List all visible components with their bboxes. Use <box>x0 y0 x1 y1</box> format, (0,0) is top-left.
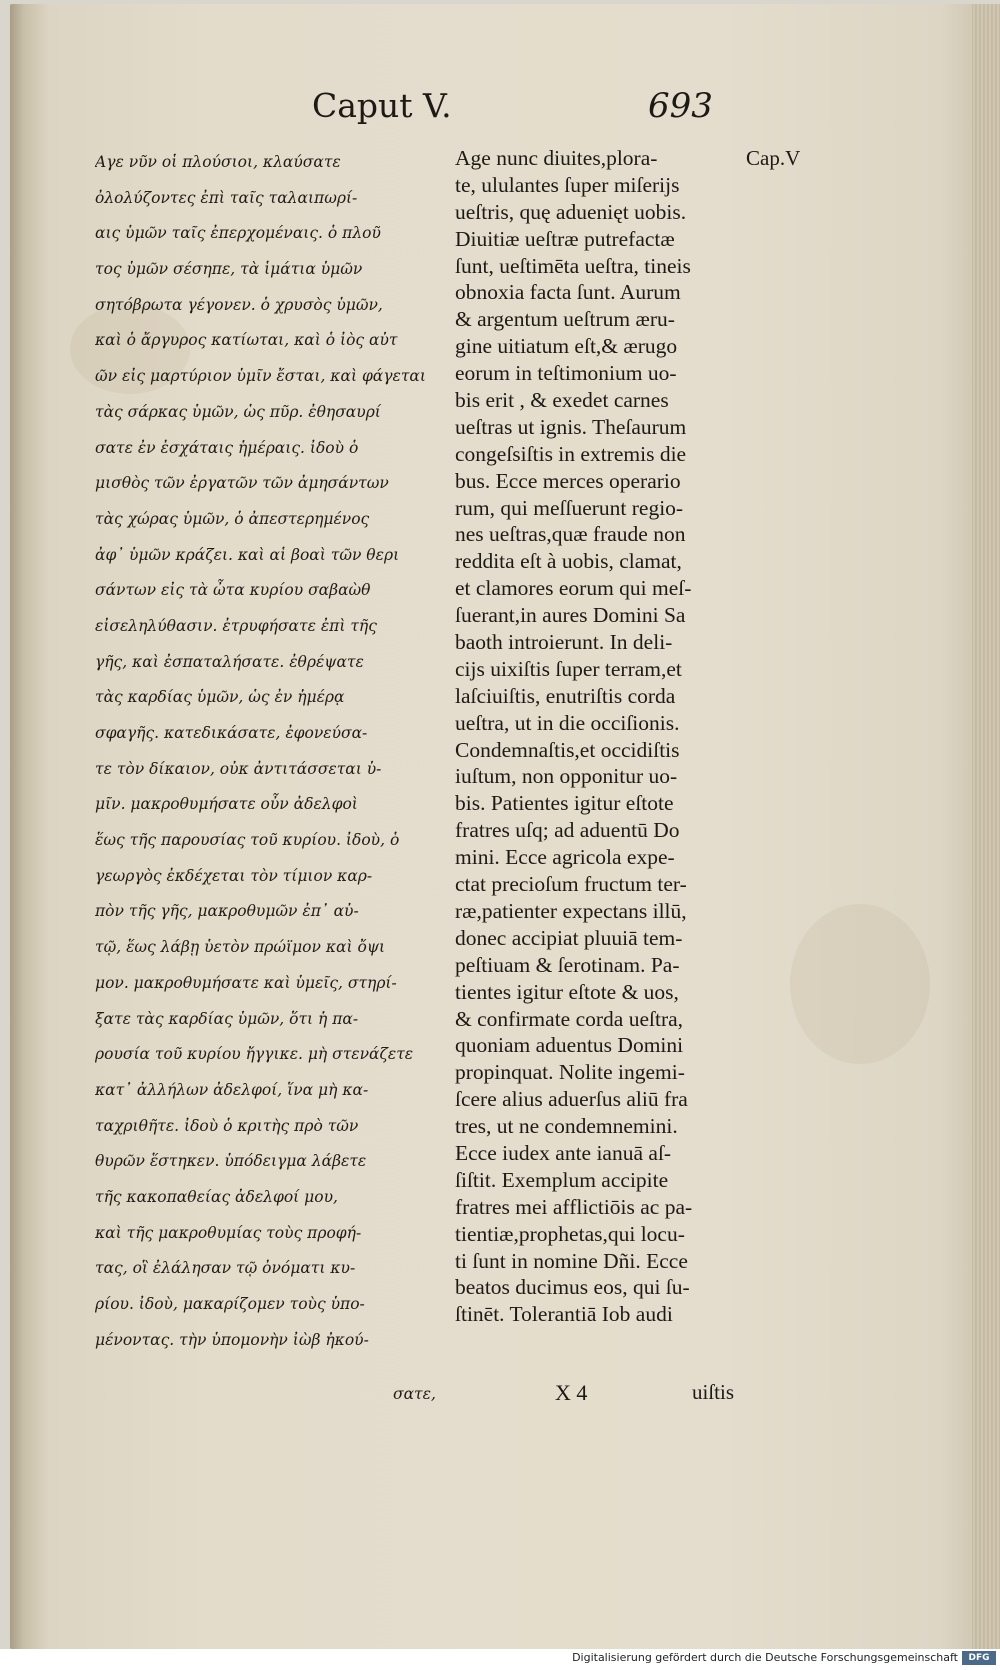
greek-text-line: ῶν εἰς μαρτύριον ὑμῖν ἔσται, καὶ φάγεται <box>95 367 426 386</box>
latin-text-line: Diuitiæ ueſtræ putrefactæ <box>455 226 675 251</box>
greek-text-line: μένοντας. τὴν ὑπομονὴν ἰὼβ ἠκού- <box>95 1330 369 1349</box>
latin-text-line: & confirmate corda ueſtra, <box>455 1006 684 1031</box>
greek-text-line: γεωργὸς ἐκδέχεται τὸν τίμιον καρ- <box>95 866 373 885</box>
greek-text-line: γῆς, καὶ ἐσπαταλήσατε. ἐθρέψατε <box>95 652 364 671</box>
latin-text-line: mini. Ecce agricola expe- <box>455 845 675 870</box>
greek-text-line: τὰς καρδίας ὑμῶν, ὡς ἐν ἡμέρᾳ <box>95 688 345 707</box>
latin-text-line: fratres uſq; ad aduentū Do <box>455 818 680 843</box>
latin-text-line: & argentum ueſtrum æru- <box>455 307 675 332</box>
greek-text-line: τῆς κακοπαθείας ἀδελφοί μου, <box>95 1187 338 1206</box>
greek-last-line: σατε, <box>393 1385 436 1403</box>
latin-text-line: reddita eſt à uobis, clamat, <box>455 549 682 574</box>
latin-text-line: Ecce iudex ante ianuā aſ- <box>455 1140 672 1165</box>
page-number: 693 <box>648 86 713 126</box>
greek-text-line: καὶ ὁ ἄργυρος κατίωται, καὶ ὁ ἰὸς αὐτ <box>95 331 398 350</box>
latin-text-line: et clamores eorum qui meſ- <box>455 576 692 601</box>
greek-text-line: πὸν τῆς γῆς, μακροθυμῶν ἐπ᾽ αὐ- <box>95 902 359 921</box>
latin-text-line: ueſtra, ut in die occiſionis. <box>455 710 680 735</box>
paper-stain <box>790 904 930 1064</box>
latin-text-line: baoth introierunt. In deli- <box>455 630 673 655</box>
latin-text-line: ſcere alius aduerſus aliū fra <box>455 1087 688 1112</box>
latin-text-line: peſtiuam & ſerotinam. Pa- <box>455 952 680 977</box>
greek-text-line: τὰς σάρκας ὑμῶν, ὡς πῦρ. ἐθησαυρί <box>95 402 381 421</box>
latin-text-line: donec accipiat pluuiā tem- <box>455 925 683 950</box>
greek-text-line: κατ᾽ ἀλλήλων ἀδελφοί, ἵνα μὴ κα- <box>95 1080 369 1099</box>
latin-text-line: ſiſtit. Exemplum accipite <box>455 1167 669 1192</box>
latin-text-line: bis erit , & exedet carnes <box>455 388 669 413</box>
greek-text-line: ρουσία τοῦ κυρίου ἤγγικε. μὴ στενάζετε <box>95 1045 414 1064</box>
latin-column <box>455 145 740 1328</box>
page-header <box>0 86 985 136</box>
latin-text-line: ti ſunt in nomine Dñi. Ecce <box>455 1248 688 1273</box>
greek-text-line: τὰς χώρας ὑμῶν, ὁ ἀπεστερημένος <box>95 509 370 528</box>
latin-text-line: laſciuiſtis, enutriſtis corda <box>455 683 676 708</box>
greek-text-line: ὀλολύζοντες ἐπὶ ταῖς ταλαιπωρί- <box>95 188 358 207</box>
credit-text: Digitalisierung gefördert durch die Deutsche Forschungsgemeinschaft <box>572 1651 958 1664</box>
latin-text-line: ræ,patienter expectans illū, <box>455 898 687 923</box>
latin-text-line: rum, qui meſſuerunt regio- <box>455 495 684 520</box>
latin-text-line: tientes igitur eſtote & uos, <box>455 979 679 1004</box>
greek-text-line: σφαγῆς. κατεδικάσατε, ἐφονεύσα- <box>95 724 368 742</box>
dfg-logo: DFG <box>962 1651 996 1665</box>
greek-text-line: ἀφ᾽ ὑμῶν κράζει. καὶ αἱ βοαὶ τῶν θερι <box>95 545 400 564</box>
latin-text-line: te, ululantes ſuper miſerijs <box>455 172 680 197</box>
greek-text-line: μῖν. μακροθυμήσατε οὖν ἀδελφοὶ <box>95 795 358 814</box>
latin-text-line: cijs uixiſtis ſuper terram,et <box>455 656 682 681</box>
greek-text-line: μισθὸς τῶν ἐργατῶν τῶν ἀμησάντων <box>95 474 389 493</box>
latin-text-line: ctat precioſum fructum ter- <box>455 872 687 897</box>
latin-text-line: eorum in teſtimonium uo- <box>455 361 677 386</box>
latin-text-line: ſunt, ueſtimēta ueſtra, tineis <box>455 253 691 278</box>
latin-text-line: ſuerant,in aures Domini Sa <box>455 603 686 628</box>
catchword: uiſtis <box>692 1380 735 1404</box>
greek-text-line: ταχριθῆτε. ἰδοὺ ὁ κριτὴς πρὸ τῶν <box>95 1116 359 1135</box>
greek-text-line: τε τὸν δίκαιον, οὐκ ἀντιτάσσεται ὑ- <box>95 759 382 778</box>
latin-text-line: ueſtris, quę aduenięt uobis. <box>455 199 687 224</box>
greek-text-line: Αγε νῦν οἱ πλούσιοι, κλαύσατε <box>95 153 341 171</box>
latin-text-line: bus. Ecce merces operario <box>455 468 681 493</box>
greek-text-line: καὶ τῆς μακροθυμίας τοὺς προφή- <box>95 1223 362 1242</box>
greek-text-line: θυρῶν ἕστηκεν. ὑπόδειγμα λάβετε <box>95 1152 367 1171</box>
latin-text-line: tientiæ,prophetas,qui locu- <box>455 1221 685 1246</box>
greek-text-line: εἰσεληλύθασιν. ἐτρυφήσατε ἐπὶ τῆς <box>95 616 377 635</box>
latin-text-line: tres, ut ne condemnemini. <box>455 1114 678 1139</box>
running-head: Caput V. <box>312 86 452 125</box>
greek-text-line: ξατε τὰς καρδίας ὑμῶν, ὅτι ἡ πα- <box>95 1009 359 1028</box>
latin-text-line: iuſtum, non opponitur uo- <box>455 764 678 789</box>
greek-text-line: ρίου. ἰδοὺ, μακαρίζομεν τοὺς ὑπο- <box>95 1295 365 1313</box>
greek-text-line: αις ὑμῶν ταῖς ἐπερχομέναις. ὁ πλοῦ <box>95 224 381 243</box>
greek-text-line: σητόβρωτα γέγονεν. ὁ χρυσὸς ὑμῶν, <box>95 295 383 314</box>
margin-chapter-note: Cap.V <box>746 146 801 170</box>
page-fore-edge <box>972 4 1000 1649</box>
latin-text-line: propinquat. Nolite ingemi- <box>455 1060 685 1085</box>
latin-text-line: fratres mei afflictiōis ac pa- <box>455 1194 693 1219</box>
greek-column <box>95 145 445 1358</box>
latin-text-line: nes ueſtras,quæ fraude non <box>455 522 686 547</box>
greek-text-line: ἕως τῆς παρουσίας τοῦ κυρίου. ἰδοὺ, ὁ <box>95 831 400 850</box>
latin-text-line: beatos ducimus eos, qui ſu- <box>455 1275 690 1300</box>
greek-text-line: τος ὑμῶν σέσηπε, τὰ ἱμάτια ὑμῶν <box>95 260 363 279</box>
latin-text-line: bis. Patientes igitur eſtote <box>455 791 674 816</box>
latin-text-line: ſtinēt. Tolerantiā Iob audi <box>455 1302 673 1327</box>
greek-text-line: τας, οἳ ἐλάλησαν τῷ ὀνόματι κυ- <box>95 1259 356 1278</box>
greek-text-line: τῷ, ἕως λάβῃ ὑετὸν πρώϊμον καὶ ὄψι <box>95 938 386 957</box>
latin-text-line: obnoxia facta ſunt. Aurum <box>455 280 681 305</box>
latin-text-line: Condemnaſtis,et occidiſtis <box>455 737 680 762</box>
latin-text-line: ueſtras ut ignis. Theſaurum <box>455 414 687 439</box>
latin-text-line: Age nunc diuites,plora- <box>455 146 658 170</box>
greek-text-line: σατε ἐν ἐσχάταις ἡμέραις. ἰδοὺ ὁ <box>95 438 359 457</box>
latin-text-line: congeſsiſtis in extremis die <box>455 441 687 466</box>
latin-text-line: gine uitiatum eſt,& ærugo <box>455 334 678 359</box>
latin-text-line: quoniam aduentus Domini <box>455 1033 684 1058</box>
greek-text-line: σάντων εἰς τὰ ὦτα κυρίου σαβαὼθ <box>95 581 371 600</box>
greek-text-line: μον. μακροθυμήσατε καὶ ὑμεῖς, στηρί- <box>95 973 397 992</box>
signature-mark: X 4 <box>555 1380 588 1405</box>
